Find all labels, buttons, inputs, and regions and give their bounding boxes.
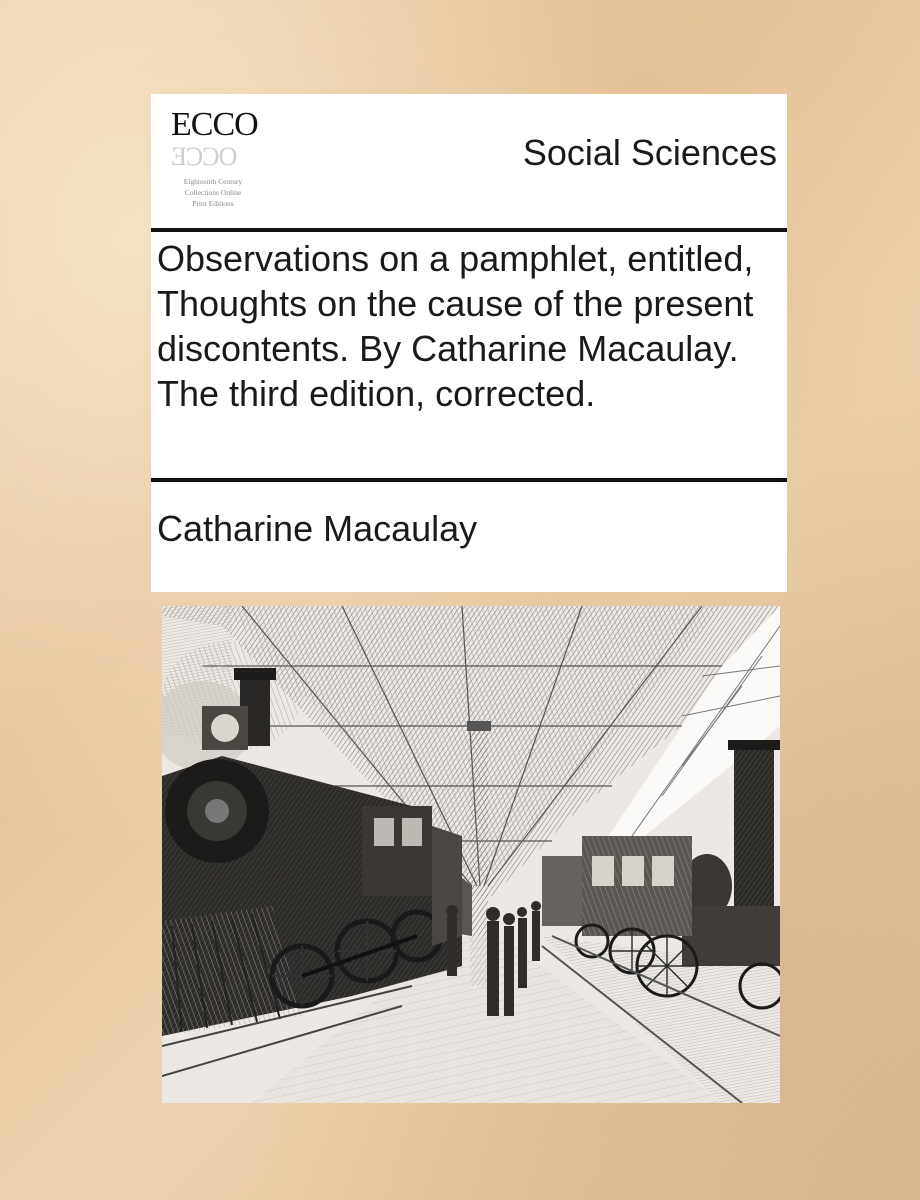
divider-rule-bottom: [151, 478, 787, 482]
ecco-logo-letters: ECCO: [171, 106, 258, 143]
ecco-logo-reflection: ƎϽϽO: [171, 142, 237, 171]
book-title: Observations on a pamphlet, entitled, Thoughts on the cause of the present discontents. By Catharine Macaulay. The third edition, corrected.: [157, 238, 754, 414]
ecco-tagline-line: Collections Online: [184, 188, 242, 197]
ecco-tagline-line: Print Editions: [192, 199, 234, 208]
cover-text-panel: [151, 94, 787, 592]
book-author: Catharine Macaulay: [157, 508, 478, 549]
train-station-engraving: [162, 606, 780, 1103]
cover-illustration: [162, 606, 780, 1103]
subject-category: Social Sciences: [522, 132, 777, 173]
ecco-tagline-line: Eighteenth Century: [183, 177, 243, 186]
cover-header: [151, 94, 787, 228]
divider-rule-top: [151, 228, 787, 232]
ecco-logo-tagline: [163, 176, 263, 209]
ecco-logo: [163, 106, 263, 216]
